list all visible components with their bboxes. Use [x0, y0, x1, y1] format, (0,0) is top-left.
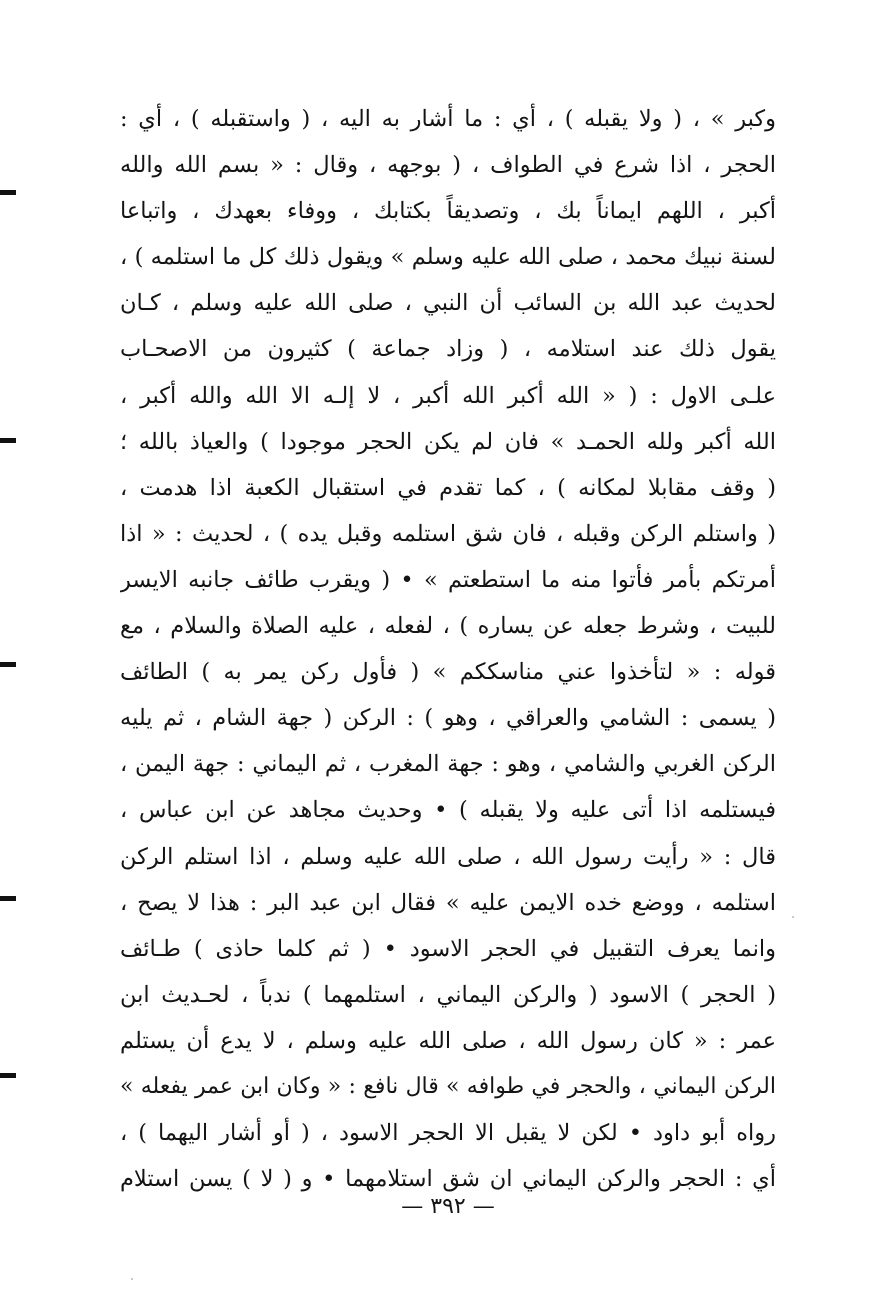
text-line: لحديث عبد الله بن السائب أن النبي ، صلى الله عليه وسلم ، كـان [120, 290, 776, 317]
text-line: قال : « رأيت رسول الله ، صلى الله عليه وسلم ، اذا استلم الركن [120, 843, 776, 870]
margin-mark [0, 1073, 16, 1078]
text-line: وانما يعرف التقبيل في الحجر الاسود • ( ثم كلما حاذى ) طـائف [120, 935, 776, 962]
text-line: فيستلمه اذا أتى عليه ولا يقبله ) • وحديث مجاهد عن ابن عباس ، [120, 797, 776, 824]
text-line: أمرتكم بأمر فأتوا منه ما استطعتم » • ( ويقرب طائف جانبه الايسر [120, 566, 776, 593]
text-line: ( الحجر ) الاسود ( والركن اليماني ، استلمهما ) ندباً ، لحـديث ابن [120, 981, 776, 1008]
body-text [120, 96, 776, 1202]
text-line: ( وقف مقابلا لمكانه ) ، كما تقدم في استقبال الكعبة اذا هدمت ، [120, 474, 776, 501]
text-line: الركن الغربي والشامي ، وهو : جهة المغرب ، ثم اليماني : جهة اليمن ، [120, 751, 776, 778]
text-line: يقول ذلك عند استلامه ، ( وزاد جماعة ) كثيرون من الاصحـاب [120, 336, 776, 363]
scan-speck [792, 916, 794, 918]
text-line: الحجر ، اذا شرع في الطواف ، ( بوجهه ، وقال : « بسم الله والله [120, 152, 776, 179]
text-line: علـى الاول : ( « الله أكبر الله أكبر ، لا إلـه الا الله والله أكبر ، [120, 382, 776, 409]
text-line: ( يسمى : الشامي والعراقي ، وهو ) : الركن ( جهة الشام ، ثم يليه [120, 705, 776, 732]
text-line: لسنة نبيك محمد ، صلى الله عليه وسلم » ويقول ذلك كل ما استلمه ) ، [120, 244, 776, 271]
text-line: أكبر ، اللهم ايماناً بك ، وتصديقاً بكتابك ، ووفاء بعهدك ، واتباعا [120, 198, 776, 225]
margin-mark [0, 896, 16, 901]
text-line: الله أكبر ولله الحمـد » فان لم يكن الحجر موجودا ) والعياذ بالله ؛ [120, 428, 776, 455]
text-line: استلمه ، ووضع خده الايمن عليه » فقال ابن عبد البر : هذا لا يصح ، [120, 889, 776, 916]
text-line: رواه أبو داود • لكن لا يقبل الا الحجر الاسود ، ( أو أشار اليهما ) ، [120, 1120, 776, 1147]
text-line: ( واستلم الركن وقبله ، فان شق استلمه وقبل يده ) ، لحديث : « اذا [120, 520, 776, 547]
page-number: — ٣٩٢ — [401, 1194, 495, 1219]
margin-mark [0, 190, 16, 195]
text-line: للبيت ، وشرط جعله عن يساره ) ، لفعله ، عليه الصلاة والسلام ، مع [120, 613, 776, 640]
margin-mark [0, 662, 16, 667]
margin-mark [0, 438, 16, 443]
text-line: الركن اليماني ، والحجر في طوافه » قال نافع : « وكان ابن عمر يفعله » [120, 1073, 776, 1099]
text-line: أي : الحجر والركن اليماني ان شق استلامهما • و ( لا ) يسن استلام [120, 1166, 776, 1193]
text-line: عمر : « كان رسول الله ، صلى الله عليه وسلم ، لا يدع أن يستلم [120, 1027, 776, 1054]
text-line: وكبر » ، ( ولا يقبله ) ، أي : ما أشار به اليه ، ( واستقبله ) ، أي : [120, 106, 776, 132]
scan-speck [131, 1278, 133, 1280]
text-line: قوله : « لتأخذوا عني مناسككم » ( فأول ركن يمر به ) الطائف [120, 659, 776, 686]
